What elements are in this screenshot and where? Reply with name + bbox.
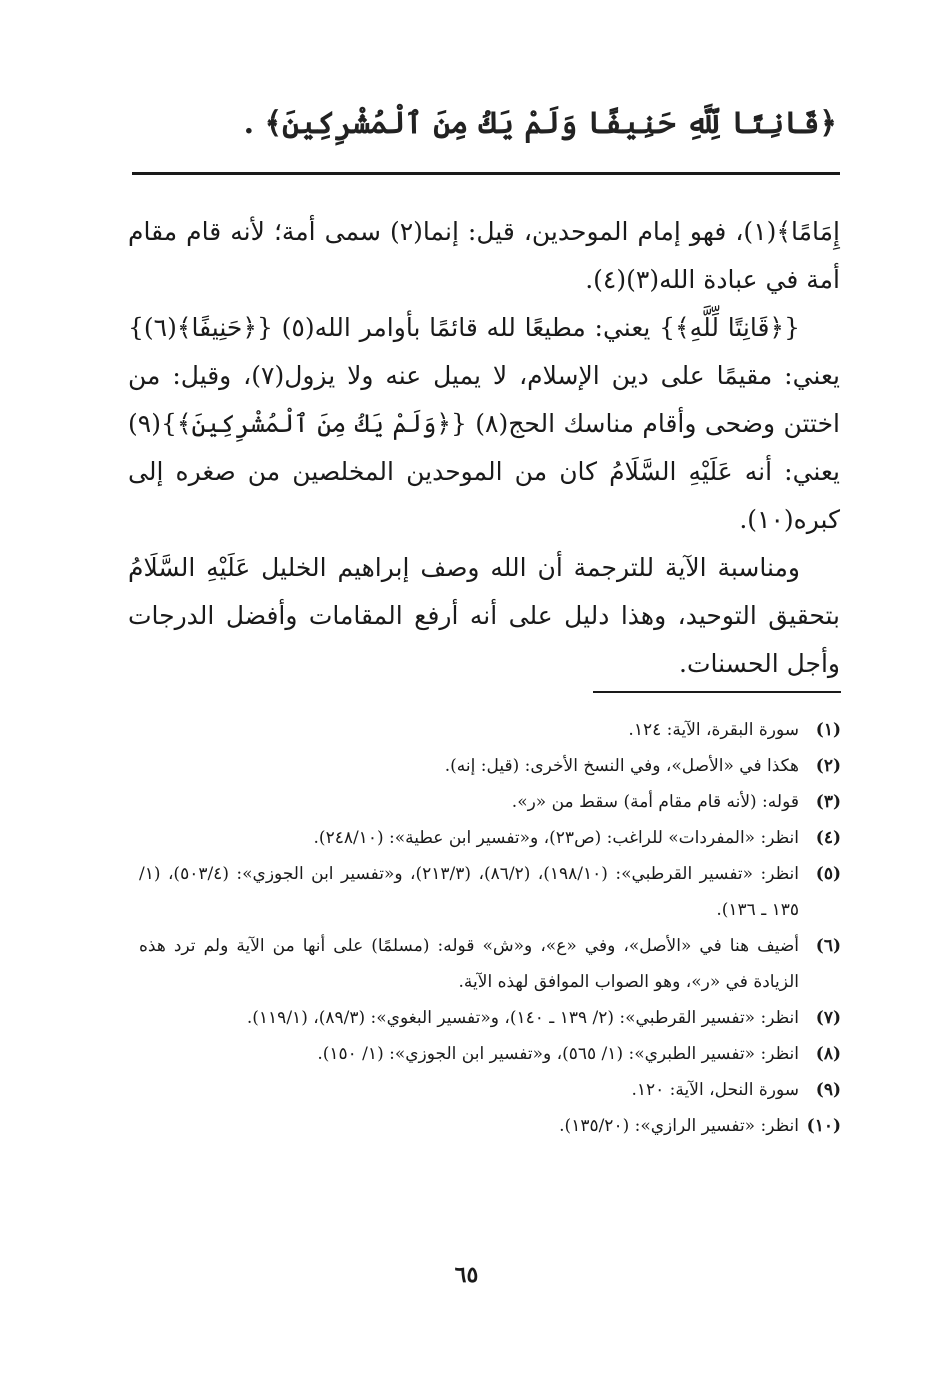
footnote-number: (٢)	[815, 756, 841, 776]
footnote-number: (٧)	[815, 1008, 841, 1028]
footnote-item	[139, 928, 841, 1000]
footnote-number: (٨)	[815, 1044, 841, 1064]
footnote-text: انظر: «تفسير القرطبي»: (٢/ ١٣٩ ـ ١٤٠)، و«تفسير البغوي»: (٨٩/٣)، (١١٩/١).	[246, 1008, 799, 1028]
footnote-text: هكذا في «الأصل»، وفي النسخ الأخرى: (قيل: إنه).	[444, 756, 799, 776]
footnote-item	[139, 1072, 841, 1108]
footnote-text: انظر: «تفسير الرازي»: (١٣٥/٢٠).	[559, 1116, 799, 1136]
footnote-item	[139, 712, 841, 748]
header-divider	[132, 172, 840, 175]
footnote-divider	[593, 691, 841, 693]
footnote-number: (٥)	[815, 864, 841, 884]
footnote-number: (١)	[815, 720, 841, 740]
footnote-text: سورة البقرة، الآية: ١٢٤.	[628, 720, 799, 740]
footnote-item	[139, 1000, 841, 1036]
paragraph-3: ومناسبة الآية للترجمة أن الله وصف إبراهيم الخليل عَلَيْهِ السَّلَامُ بتحقيق التوحيد، وهذا دليل على أنه أرفع المقامات وأفضل الدرجات وأجل الحسنات.	[128, 553, 840, 678]
footnote-number: (٣)	[815, 792, 841, 812]
footnote-item	[139, 784, 841, 820]
footnote-item	[139, 856, 841, 928]
main-text	[128, 208, 840, 688]
footnote-text: انظر: «المفردات» للراغب: (ص٢٣)، و«تفسير ابن عطية»: (٢٤٨/١٠).	[313, 828, 799, 848]
footnote-item	[139, 820, 841, 856]
footnote-number: (١٠)	[806, 1116, 841, 1136]
footnote-text: قوله: (لأنه قام مقام أمة) سقط من «ر».	[511, 792, 799, 812]
footnote-number: (٦)	[815, 936, 841, 956]
paragraph-1: إِمَامًا﴾(١)، فهو إمام الموحدين، قيل: إنما(٢) سمى أمة؛ لأنه قام مقام أمة في عبادة الله(٣)(٤).	[128, 217, 840, 294]
footnote-item	[139, 748, 841, 784]
paragraph-2: {﴿قَانِتًا لِّلَّهِ﴾} يعني: مطيعًا لله قائمًا بأوامر الله(٥) {﴿حَنِيفًا﴾(٦)} يعني: مقيمًا على دين الإسلام، لا يميل عنه ولا يزول(٧)، وقيل: من اختتن وضحى وأقام مناسك الحج(٨) {﴿وَلَمْ يَكُ مِنَ ٱلْمُشْرِكِينَ﴾}(٩) يعني: أنه عَلَيْهِ السَّلَامُ كان من الموحدين المخلصين من صغره إلى كبره(١٠).	[128, 313, 840, 534]
footnote-text: سورة النحل، الآية: ١٢٠.	[631, 1080, 799, 1100]
page-number: ٦٥	[454, 1262, 479, 1288]
footnote-text: أضيف هنا في «الأصل»، وفي «ع»، و«ش» قوله: (مسلمًا) على أنها من الآية ولم ترد هذه الزيادة في «ر»، وهو الصواب الموافق لهذه الآية.	[139, 936, 799, 992]
footnote-item	[139, 1036, 841, 1072]
footnote-number: (٩)	[815, 1080, 841, 1100]
footnote-text: انظر: «تفسير القرطبي»: (١٩٨/١٠)، (٨٦/٢)، (٢١٣/٣)، و«تفسير ابن الجوزي»: (٥٠٣/٤)، (١/ ١٣٥ ـ ١٣٦).	[139, 864, 799, 920]
footnote-item	[139, 1108, 841, 1144]
footnotes-list	[139, 712, 841, 1144]
footnote-number: (٤)	[815, 828, 841, 848]
header-verse: ﴿قَانِتًا لِّلَّهِ حَنِيفًا وَلَمْ يَكُ مِنَ ٱلْمُشْرِكِينَ﴾ .	[243, 106, 837, 141]
footnote-text: انظر: «تفسير الطبري»: (١/ ٥٦٥)، و«تفسير ابن الجوزي»: (١/ ١٥٠).	[317, 1044, 799, 1064]
